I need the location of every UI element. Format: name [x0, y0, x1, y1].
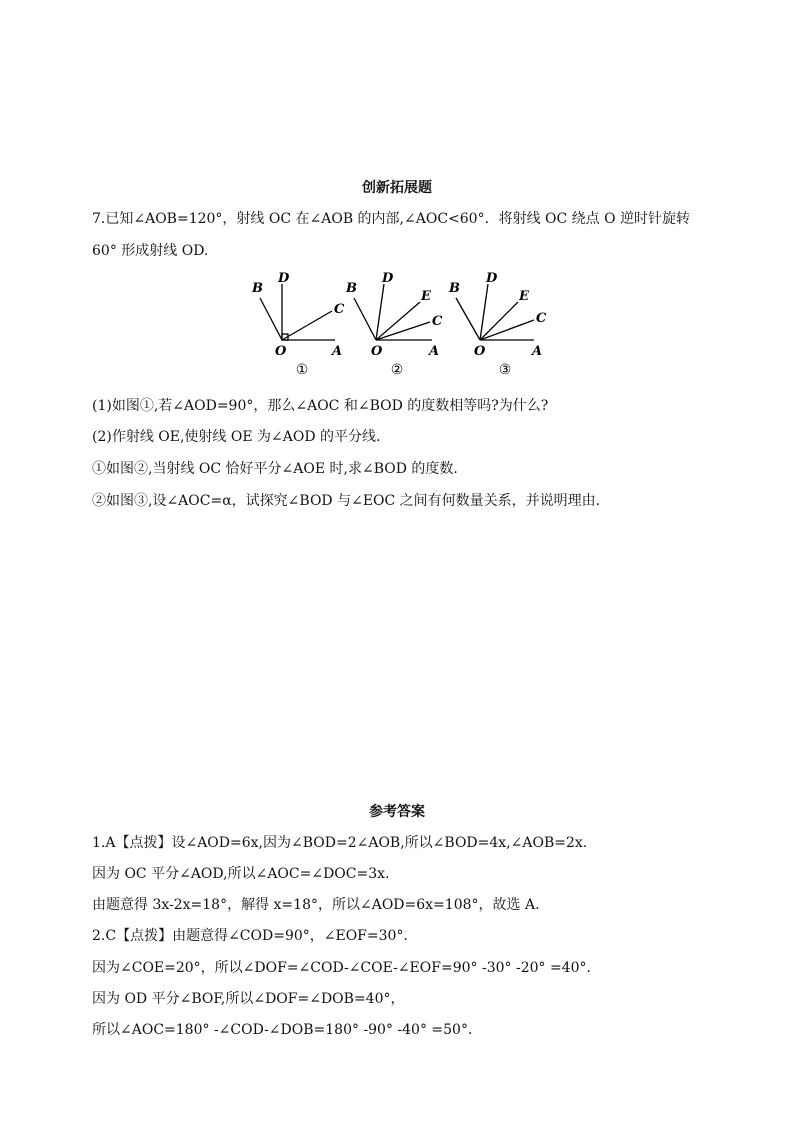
fig3-label-E: E [519, 289, 529, 304]
fig2-label-A: A [429, 344, 440, 359]
fig2-label-C: C [432, 314, 443, 329]
part-2-question: (2)作射线 OE,使射线 OE 为∠AOD 的平分线. [92, 429, 381, 445]
fig2-label-B: B [346, 281, 357, 296]
figures [240, 270, 560, 385]
fig3-label-D: D [486, 271, 498, 286]
part-2b-question: ②如图③,设∠AOC=α，试探究∠BOD 与∠EOC 之间有何数量关系，并说明理由. [92, 493, 601, 509]
answer-line: 2.C【点拨】由题意得∠COD=90°，∠EOF=30°． [92, 928, 418, 944]
answer-line: 由题意得 3x-2x=18°，解得 x=18°，所以∠AOD=6x=108°，故选 A. [92, 897, 540, 913]
fig2-number: ② [390, 362, 404, 378]
fig2-ray-OD [376, 284, 384, 340]
fig2-label-E: E [421, 289, 431, 304]
fig1-label-D: D [278, 271, 290, 286]
answer-line: 1.A【点拨】设∠AOD=6x,因为∠BOD=2∠AOB,所以∠BOD=4x,∠AOB=2x. [92, 835, 588, 851]
fig3-label-B: B [449, 281, 460, 296]
section-title: 创新拓展题 [362, 180, 432, 196]
fig2-ray-OC [376, 322, 430, 340]
fig2-ray-OE [376, 302, 420, 340]
part-2a-question: ①如图②,当射线 OC 恰好平分∠AOE 时,求∠BOD 的度数. [92, 461, 458, 477]
fig3-number: ③ [498, 362, 512, 378]
angle-figures [240, 270, 560, 385]
fig2-label-O: O [371, 344, 383, 359]
answer-line: 因为 OD 平分∠BOF,所以∠DOF=∠DOB=40°， [92, 991, 405, 1007]
fig1-number: ① [295, 362, 309, 378]
fig1-label-A: A [332, 344, 343, 359]
problem-statement-line-2: 60° 形成射线 OD. [92, 243, 209, 259]
part-1-question: (1)如图①,若∠AOD=90°，那么∠AOC 和∠BOD 的度数相等吗?为什么? [92, 398, 549, 414]
fig1-ray-OC [282, 311, 332, 340]
fig3-label-A: A [532, 344, 543, 359]
fig1-ray-OB [260, 298, 282, 340]
fig1-label-O: O [275, 344, 287, 359]
fig3-ray-OB [456, 298, 480, 340]
fig2-ray-OB [354, 298, 376, 340]
answer-line: 因为∠COE=20°，所以∠DOF=∠COD-∠COE-∠EOF=90° -30° -20° =40°． [92, 960, 601, 976]
fig3-label-C: C [536, 311, 547, 326]
fig2-label-D: D [382, 271, 394, 286]
fig1-label-B: B [252, 281, 263, 296]
fig3-ray-OD [480, 284, 488, 340]
fig3-ray-OC [480, 320, 534, 340]
answer-line: 所以∠AOC=180° -∠COD-∠DOB=180° -90° -40° =50°． [92, 1022, 482, 1038]
answers-title: 参考答案 [369, 804, 425, 820]
fig1-label-C: C [334, 302, 345, 317]
fig3-ray-OE [480, 302, 518, 340]
fig3-label-O: O [474, 344, 486, 359]
problem-statement-line-1: 7.已知∠AOB=120°，射线 OC 在∠AOB 的内部,∠AOC<60°．将射线 OC 绕点 O 逆时针旋转 [92, 211, 691, 227]
answer-line: 因为 OC 平分∠AOD,所以∠AOC=∠DOC=3x. [92, 866, 390, 882]
